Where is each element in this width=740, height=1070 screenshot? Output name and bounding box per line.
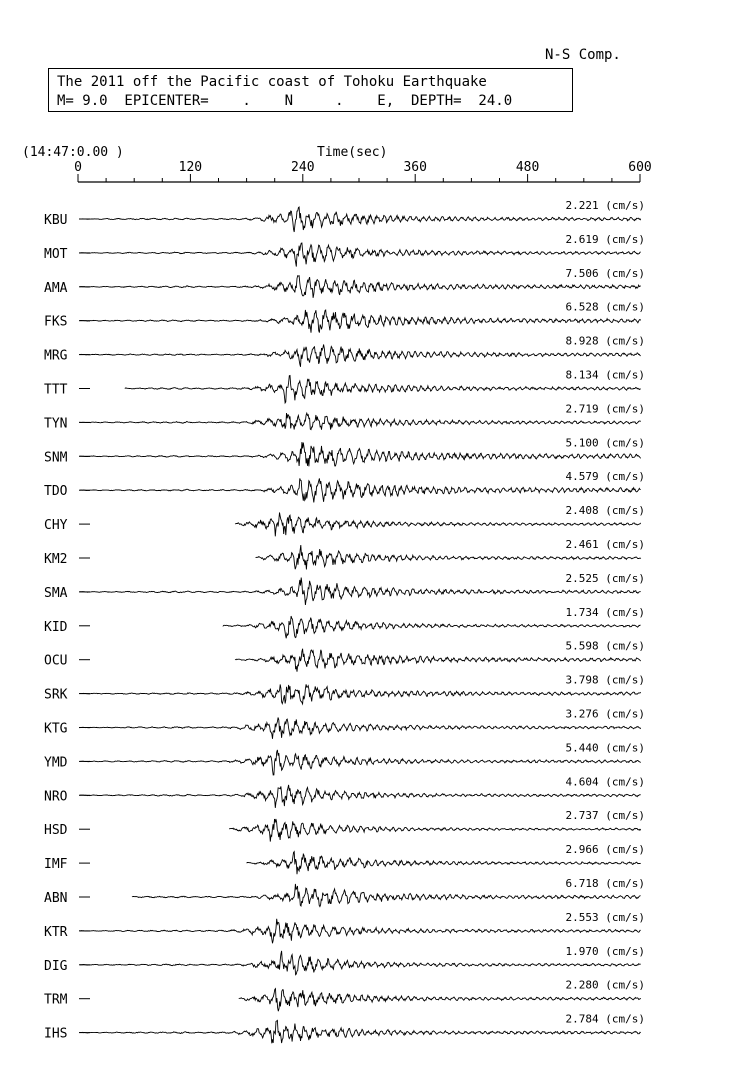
station-label: SNM xyxy=(44,450,68,466)
station-label: SRK xyxy=(44,687,68,703)
station-label: KID xyxy=(44,619,68,635)
event-parameters: M= 9.0 EPICENTER= . N . E, DEPTH= 24.0 xyxy=(57,93,513,109)
waveform-trace xyxy=(80,345,641,367)
amplitude-label: 2.408 (cm/s) xyxy=(565,504,645,518)
x-tick-label: 0 xyxy=(74,160,82,175)
waveform-trace xyxy=(80,413,641,430)
station-label: DIG xyxy=(44,958,68,974)
waveform-trace xyxy=(132,884,640,907)
event-title: The 2011 off the Pacific coast of Tohoku Earthquake xyxy=(57,74,487,90)
station-label: TRM xyxy=(44,992,68,1008)
x-tick-label: 360 xyxy=(403,160,427,175)
station-label: IHS xyxy=(44,1026,68,1042)
station-label: IMF xyxy=(44,857,68,873)
x-tick-label: 120 xyxy=(178,160,203,175)
station-label: ABN xyxy=(44,891,68,906)
waveform-trace xyxy=(223,616,640,638)
waveform-trace xyxy=(80,1020,641,1043)
amplitude-label: 5.440 (cm/s) xyxy=(565,741,645,755)
station-label: TTT xyxy=(44,382,68,398)
waveform-trace xyxy=(80,442,641,466)
amplitude-label: 8.928 (cm/s) xyxy=(565,334,645,348)
component-label: N-S Comp. xyxy=(545,47,621,63)
station-label: TYN xyxy=(44,416,68,432)
amplitude-label: 1.734 (cm/s) xyxy=(565,605,645,619)
station-label: CHY xyxy=(44,518,68,534)
station-label: TDO xyxy=(44,484,68,500)
x-axis-label: Time(sec) xyxy=(317,145,388,160)
waveform-trace xyxy=(80,951,641,975)
amplitude-label: 4.579 (cm/s) xyxy=(565,470,645,484)
waveform-trace xyxy=(80,750,641,775)
amplitude-label: 1.970 (cm/s) xyxy=(565,944,645,958)
start-time-label: (14:47:0.00 ) xyxy=(22,145,124,160)
waveform-trace xyxy=(80,310,641,333)
station-label: NRO xyxy=(44,789,68,805)
waveform-trace xyxy=(230,819,641,842)
waveform-trace xyxy=(80,718,641,739)
station-label: AMA xyxy=(44,280,68,296)
waveform-trace xyxy=(125,376,641,403)
amplitude-label: 2.966 (cm/s) xyxy=(565,843,645,857)
station-label: HSD xyxy=(44,823,68,839)
station-label: KBU xyxy=(44,213,68,228)
amplitude-label: 2.719 (cm/s) xyxy=(565,402,645,416)
amplitude-label: 2.619 (cm/s) xyxy=(565,232,645,246)
amplitude-label: 6.718 (cm/s) xyxy=(565,877,645,890)
amplitude-label: 2.221 (cm/s) xyxy=(565,199,645,212)
amplitude-label: 2.784 (cm/s) xyxy=(565,1012,645,1026)
station-label: MRG xyxy=(44,348,68,364)
waveform-trace xyxy=(80,276,641,298)
station-label: YMD xyxy=(44,755,68,771)
waveform-trace xyxy=(80,785,641,808)
station-label: MOT xyxy=(44,246,68,262)
waveform-trace xyxy=(80,207,641,232)
station-label: KM2 xyxy=(44,552,68,567)
station-label: KTR xyxy=(44,924,68,940)
amplitude-label: 2.525 (cm/s) xyxy=(565,571,645,585)
x-tick-label: 600 xyxy=(628,160,652,175)
station-label: OCU xyxy=(44,653,68,669)
waveform-trace xyxy=(80,919,641,944)
amplitude-label: 4.604 (cm/s) xyxy=(565,775,645,789)
amplitude-label: 3.798 (cm/s) xyxy=(565,673,645,687)
waveform-trace xyxy=(80,478,641,502)
x-tick-label: 240 xyxy=(291,160,315,175)
waveform-trace xyxy=(80,578,641,605)
amplitude-label: 2.553 (cm/s) xyxy=(565,910,645,924)
station-label: KTG xyxy=(44,721,68,737)
amplitude-label: 6.528 (cm/s) xyxy=(565,300,645,314)
station-label: SMA xyxy=(44,585,68,601)
waveform-trace xyxy=(80,684,641,704)
amplitude-label: 5.598 (cm/s) xyxy=(565,639,645,653)
amplitude-label: 5.100 (cm/s) xyxy=(565,436,645,450)
x-tick-label: 480 xyxy=(515,160,540,175)
waveform-trace xyxy=(80,243,641,267)
amplitude-label: 2.737 (cm/s) xyxy=(565,809,645,823)
amplitude-label: 2.280 (cm/s) xyxy=(565,978,645,992)
amplitude-label: 2.461 (cm/s) xyxy=(565,538,645,551)
amplitude-label: 7.506 (cm/s) xyxy=(565,266,645,280)
station-label: FKS xyxy=(44,314,68,330)
waveform-trace xyxy=(239,989,641,1012)
amplitude-label: 3.276 (cm/s) xyxy=(565,707,645,721)
amplitude-label: 8.134 (cm/s) xyxy=(565,368,645,382)
